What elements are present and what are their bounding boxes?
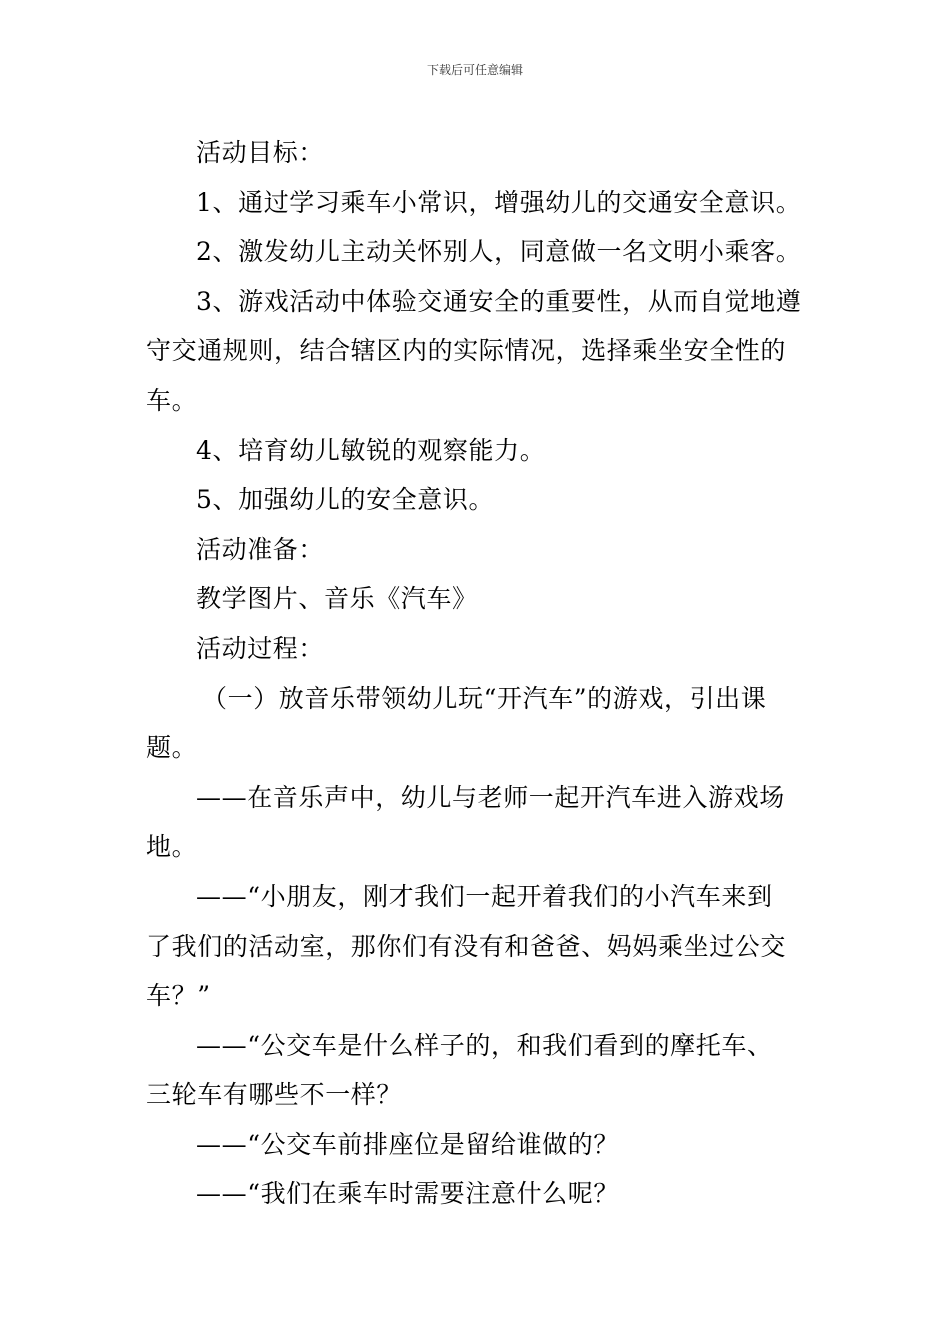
text-line: 1、通过学习乘车小常识，增强幼儿的交通安全意识。 (196, 187, 802, 217)
paragraph-goals-heading (146, 128, 811, 178)
paragraph-process-question-1 (146, 872, 811, 1021)
text-line: 车？” (146, 981, 211, 1011)
paragraph-process-heading (146, 624, 811, 674)
paragraph-process-music (146, 773, 811, 872)
paragraph-goal-3 (146, 277, 811, 426)
text-line: 地。 (146, 832, 198, 862)
text-line: 活动目标： (196, 138, 325, 167)
paragraph-goal-5 (146, 475, 811, 525)
text-line: 守交通规则，结合辖区内的实际情况，选择乘坐安全性的 (146, 336, 787, 366)
text-line: 车。 (146, 385, 198, 415)
paragraph-goal-1 (146, 178, 811, 228)
paragraph-process-question-3 (146, 1120, 811, 1170)
paragraph-goal-2 (146, 227, 811, 277)
document-body (146, 128, 811, 1219)
text-line: 3、游戏活动中体验交通安全的重要性，从而自觉地遵 (196, 286, 802, 316)
text-line: ——“公交车是什么样子的，和我们看到的摩托车、 (196, 1030, 773, 1060)
text-line: 题。 (146, 733, 198, 763)
text-line: 三轮车有哪些不一样？ (146, 1080, 403, 1110)
text-line: （一）放音乐带领幼儿玩“开汽车”的游戏，引出课 (202, 683, 767, 713)
paragraph-process-question-4 (146, 1169, 811, 1219)
text-line: ——“小朋友，刚才我们一起开着我们的小汽车来到 (196, 881, 773, 911)
text-line: 活动过程： (196, 633, 325, 663)
paragraph-goal-4 (146, 426, 811, 476)
text-line: ——“公交车前排座位是留给谁做的？ (196, 1129, 619, 1159)
text-line: 活动准备： (196, 534, 325, 564)
paragraph-process-question-2 (146, 1021, 811, 1120)
paragraph-process-step-1 (146, 674, 811, 773)
paragraph-preparation-materials (146, 574, 811, 624)
text-line: 教学图片、音乐《汽车》 (196, 584, 478, 614)
text-line: 5、加强幼儿的安全意识。 (196, 485, 495, 515)
paragraph-preparation-heading (146, 525, 811, 575)
text-line: 了我们的活动室，那你们有没有和爸爸、妈妈乘坐过公交 (146, 931, 787, 961)
text-line: 2、激发幼儿主动关怀别人，同意做一名文明小乘客。 (196, 237, 802, 267)
text-line: ——在音乐声中，幼儿与老师一起开汽车进入游戏场 (196, 782, 785, 812)
page-header-note: 下载后可任意编辑 (426, 63, 523, 77)
text-line: ——“我们在乘车时需要注意什么呢？ (196, 1179, 619, 1209)
text-line: 4、培育幼儿敏锐的观察能力。 (196, 435, 546, 465)
